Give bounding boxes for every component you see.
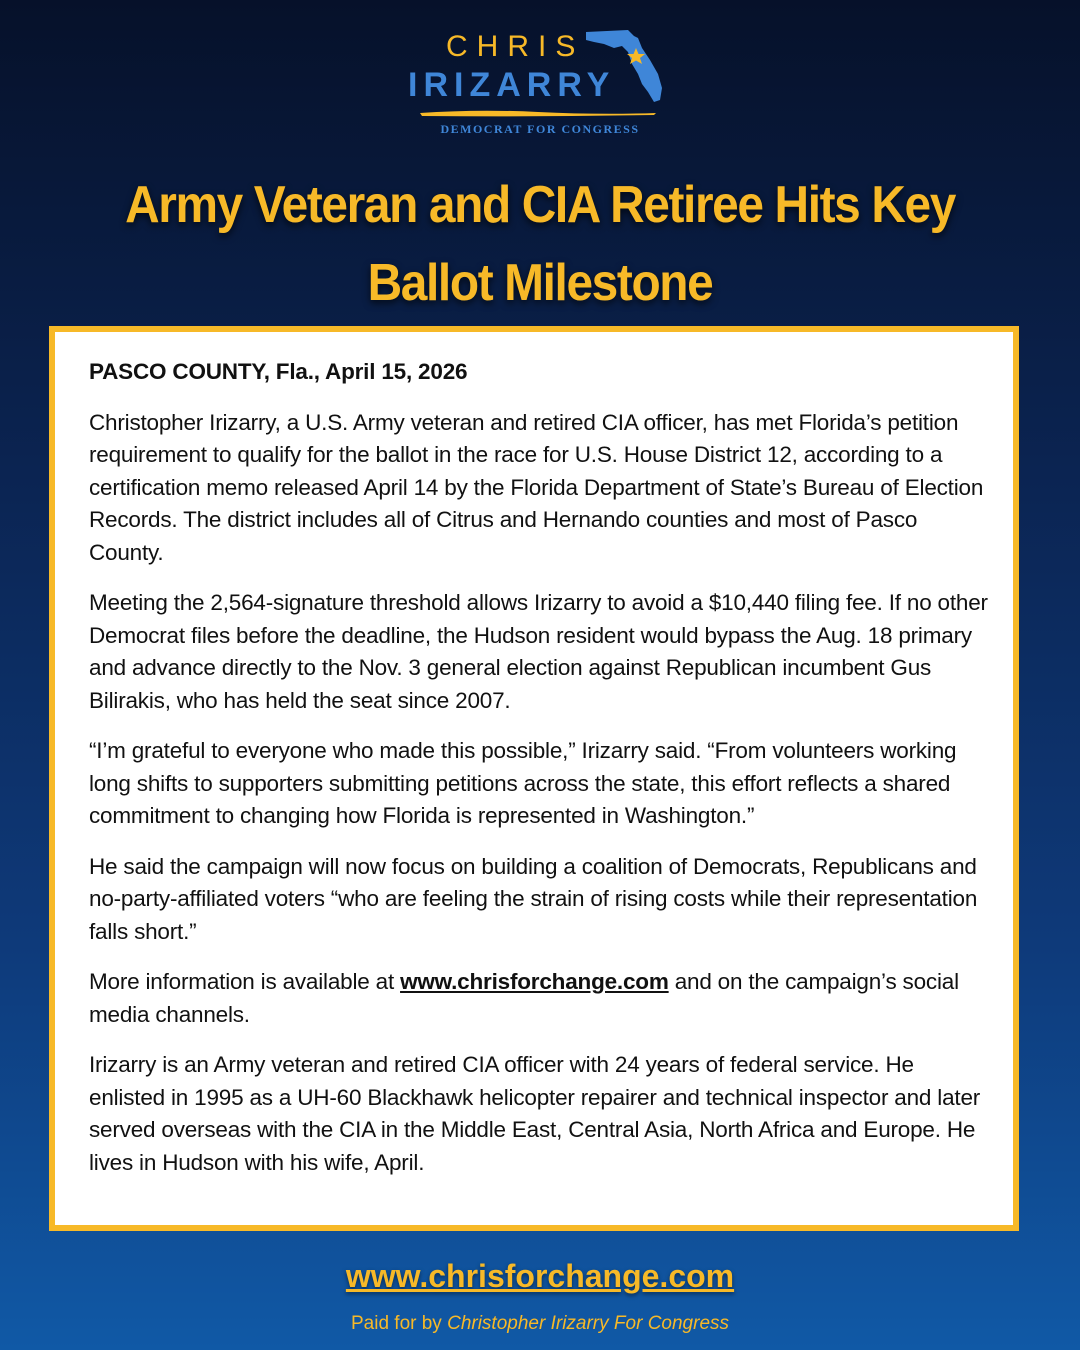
logo-tagline: DEMOCRAT FOR CONGRESS [440,122,640,136]
press-release-body [89,356,989,1197]
headline-line-2: Ballot Milestone [367,254,713,312]
paragraph-6: Irizarry is an Army veteran and retired CIA officer with 24 years of federal service. He enlisted in 1995 as a UH-60 Blackhawk helicopter repairer and technical inspector and later served overseas with the CIA in the Middle East, Central Asia, North Africa and Europe. He lives in Hudson with his wife, April. [89,1052,981,1175]
paid-prefix: Paid for by [350,1313,448,1334]
dateline: PASCO COUNTY, Fla., April 15, 2026 [89,359,468,384]
logo-first-name: CHRIS [446,30,585,63]
logo-underline-stroke [418,108,658,118]
florida-map-star-icon [580,26,670,106]
paragraph-5-before: More information is available at [89,969,401,994]
campaign-logo [0,26,1080,146]
paid-for-disclaimer [0,1313,1080,1335]
headline [98,166,981,322]
paragraph-2: Meeting the 2,564-signature threshold allows Irizarry to avoid a $10,440 filing fee. If no other Democrat files before the deadline, the Hudson resident would bypass the Aug. 18 primary and advance directly to the Nov. 3 general election against Republican incumbent Gus Bilirakis, who has held the seat since 2007. [89,590,988,713]
headline-line-1: Army Veteran and CIA Retiree Hits Key [125,176,955,234]
paragraph-3: “I’m grateful to everyone who made this possible,” Irizarry said. “From volunteers working long shifts to supporters submitting petitions across the state, this effort reflects a shared commitment to changing how Florida is represented in Washington.” [89,738,957,828]
press-release-card [49,326,1019,1231]
paragraph-4: He said the campaign will now focus on building a coalition of Democrats, Republicans and no-party-affiliated voters “who are feeling the strain of rising costs while their representation falls short.” [89,853,978,944]
paragraph-5-after: and on the campaign’s social media channels. [89,969,959,1027]
paragraph-1: Christopher Irizarry, a U.S. Army veteran and retired CIA officer, has met Florida’s petition requirement to qualify for the ballot in the race for U.S. House District 12, according to a certification memo released April 14 by the Florida Department of State’s Bureau of Election Records. The district includes all of Citrus and Hernando counties and most of Pasco County. [89,409,984,565]
logo-last-name: IRIZARRY [408,66,616,104]
footer-website-link[interactable]: www.chrisforchange.com [345,1258,735,1294]
paid-by-committee: Christopher Irizarry For Congress [447,1313,730,1334]
website-link-inline[interactable]: www.chrisforchange.com [400,969,669,994]
paragraph-5 [89,966,989,1031]
